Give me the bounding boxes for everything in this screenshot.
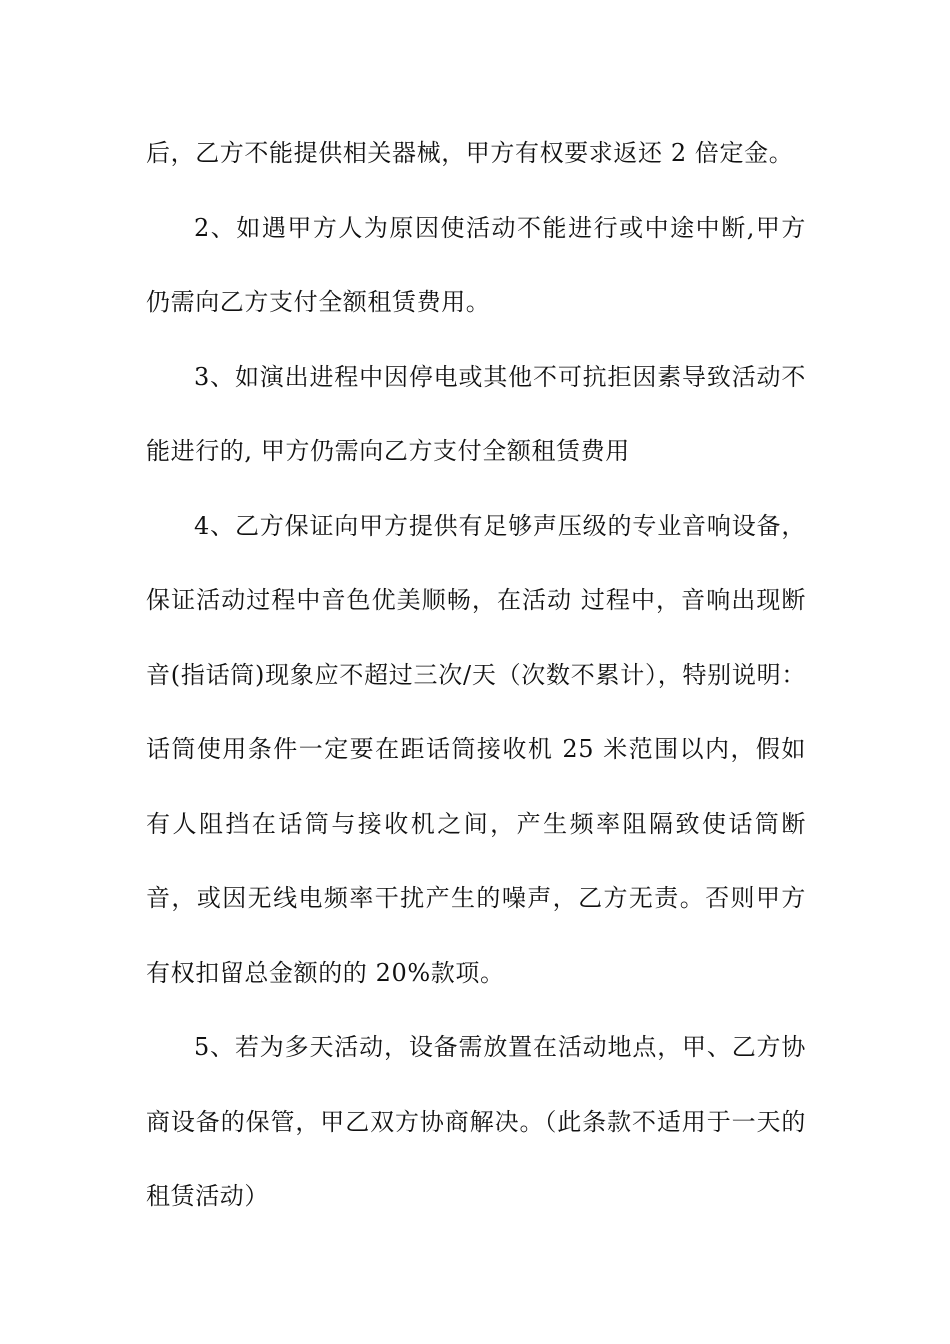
paragraph-clause-4: 4、乙方保证向甲方提供有足够声压级的专业音响设备，保证活动过程中音色优美顺畅，在活动 过程中，音响出现断音(指话筒)现象应不超过三次/天（次数不累计），特别说明：话筒使用条件一定要在距话筒接收机 25 米范围以内，假如有人阻挡在话筒与接收机之间，产生频率阻隔致使话筒断音，或因无线电频率干扰产生的噪声，乙方无责。否则甲方有权扣留总金额的的 20%款项。 xyxy=(146,511,806,987)
paragraph-clause-2: 2、如遇甲方人为原因使活动不能进行或中途中断,甲方仍需向乙方支付全额租赁费用。 xyxy=(146,213,806,316)
paragraph-clause-3: 3、如演出进程中因停电或其他不可抗拒因素导致活动不能进行的, 甲方仍需向乙方支付全额租赁费用 xyxy=(146,362,806,465)
paragraph-continuation: 后，乙方不能提供相关器械，甲方有权要求返还 2 倍定金。 xyxy=(146,139,794,167)
document-body xyxy=(146,116,806,1234)
paragraph-clause-5: 5、若为多天活动，设备需放置在活动地点，甲、乙方协商设备的保管，甲乙双方协商解决。（此条款不适用于一天的租赁活动） xyxy=(146,1033,806,1210)
